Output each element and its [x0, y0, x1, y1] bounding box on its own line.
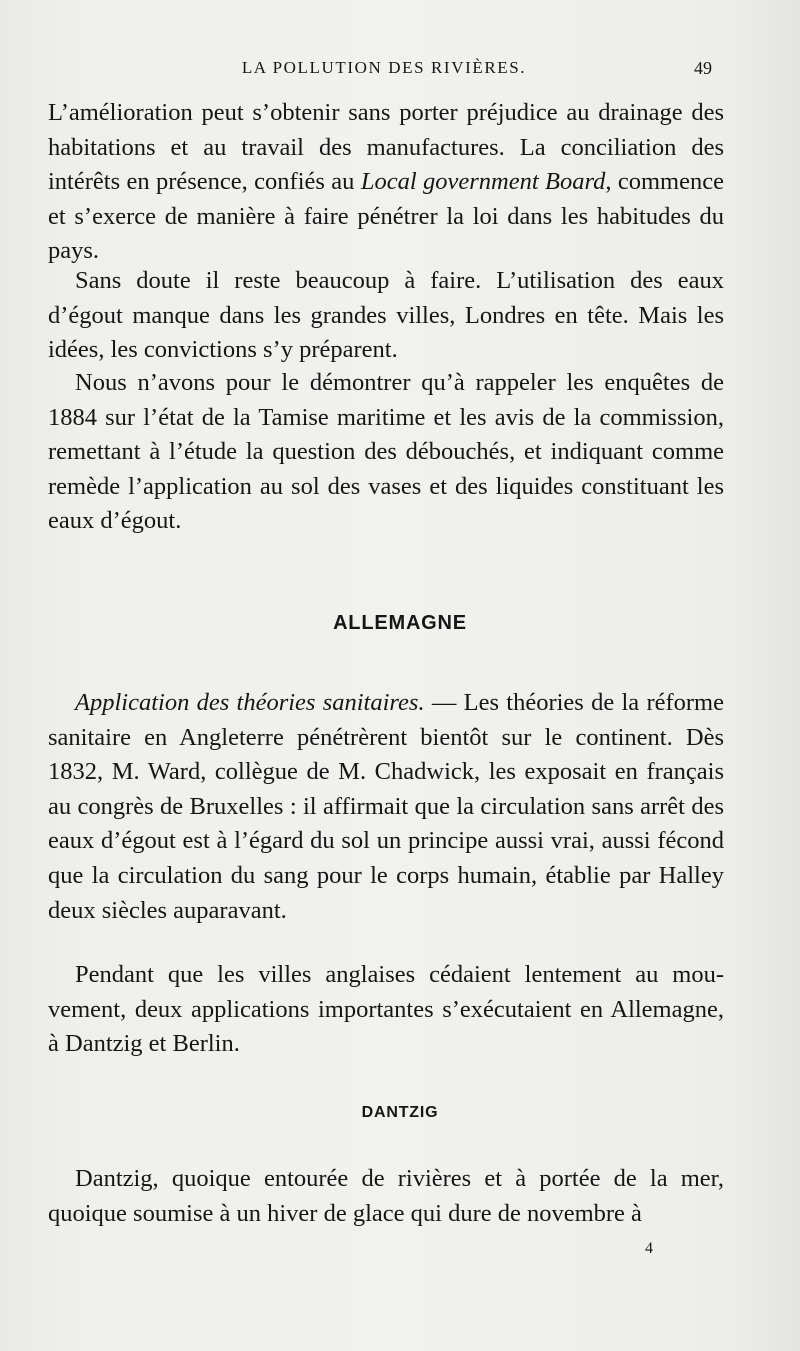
italic-term: Local government Board	[360, 168, 606, 196]
paragraph-text: Dantzig, quoique entourée de rivières et à portée de la mer, quoique soumise à un hiver de glace qui dure de novembre à	[48, 1165, 724, 1227]
signature-mark: 4	[645, 1240, 653, 1257]
running-title: LA POLLUTION DES RIVIÈRES.	[241, 58, 527, 77]
paragraph-amelioration	[48, 96, 724, 269]
paragraph-dantzig	[48, 1162, 724, 1231]
page-header	[48, 58, 712, 86]
paragraph-application	[48, 686, 724, 928]
paragraph-nous-navons	[48, 366, 724, 539]
paragraph-text: Sans doute il reste beaucoup à faire. L’utilisation des eaux d’égout manque dans les grandes villes, Londres en tête. Mais les idées, les convictions s’y préparent.	[48, 267, 724, 364]
paragraph-text: — Les théories de la réforme sanitaire en Angleterre pénétrèrent bientôt sur le continent. Dès 1832, M. Ward, collègue de M. Chadwick, les exposait en français au congrès de Bruxelles : il affirmait que la circulation sans arrêt des eaux d’égout est à l’égard du sol un principe aussi vrai, aussi fécond que la circulation du sang pour le corps humain, établie par Halley deux siècles auparavant.	[48, 689, 724, 924]
section-heading-dantzig: DANTZIG	[361, 1104, 439, 1121]
paragraph-sans-doute	[48, 264, 724, 368]
section-heading-allemagne: ALLEMAGNE	[333, 612, 467, 634]
italic-subheading: Application des théories sanitaires.	[75, 689, 425, 716]
paragraph-pendant-que	[48, 958, 724, 1062]
page-number: 49	[694, 58, 712, 78]
paragraph-text: L’amélioration peut s’obtenir sans porter préjudice au drainage des habitations et au travail des manufactures. La conciliation des intérêts en présence, confiés au	[48, 99, 724, 196]
paragraph-text: Pendant que les villes anglaises cédaient lentement au mouvement, deux applications importantes s’exécutaient en Allemagne, à Dantzig et Berlin.	[48, 961, 724, 1058]
paragraph-text: , commence et s’exerce de manière à faire pénétrer la loi dans les habitudes du pays.	[48, 168, 724, 265]
paragraph-text: Nous n’avons pour le démontrer qu’à rappeler les enquêtes de 1884 sur l’état de la Tamise maritime et les avis de la commission, remettant à l’étude la question des débouchés, et indiquant comme remède l’application au sol des vases et des liquides constituant les eaux d’égout.	[48, 369, 724, 535]
